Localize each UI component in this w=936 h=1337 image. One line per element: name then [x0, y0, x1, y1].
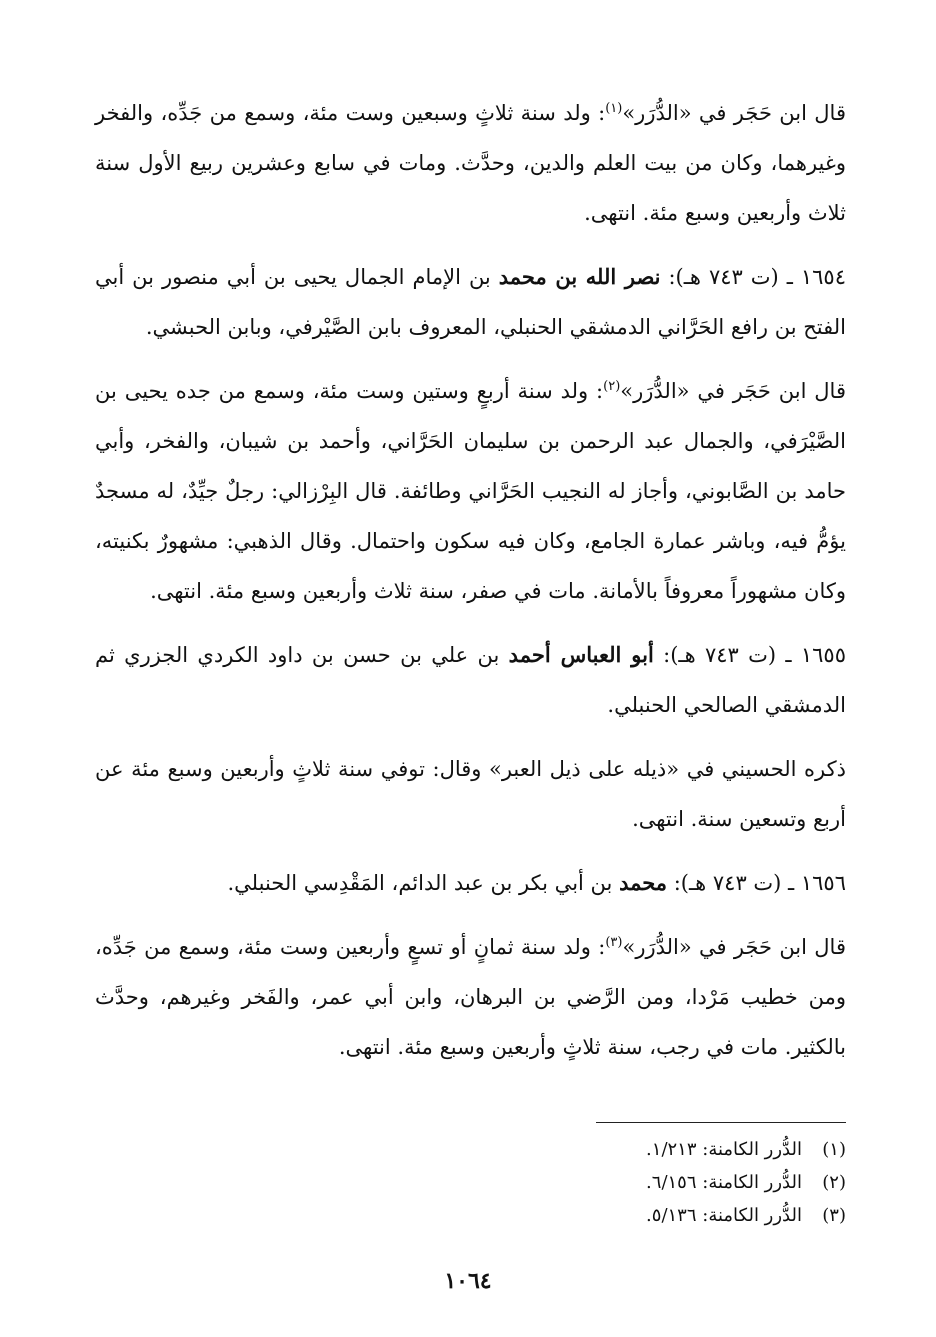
entry-1655: [95, 630, 846, 730]
footnote-index: (١): [822, 1139, 846, 1160]
para-text: ذكره الحسيني في «ذيله على ذيل العبر» وقال: توفي سنة ثلاثٍ وأربعين وسبع مئة عن أربع وتسعين سنة. انتهى.: [95, 757, 846, 831]
footnote-index: (٢): [822, 1172, 846, 1193]
para-text: قال ابن حَجَر في «الدُّرَر»: [620, 379, 846, 403]
paragraph-1: [95, 88, 846, 238]
para-text-rest: : ولد سنة ثمانٍ أو تسعٍ وأربعين وست مئة، وسمع من جَدِّه، ومن خطيب مَرْدا، ومن الرَّضي بن البرهان، وابن أبي عمر، والفَخر وغيرهم، وحدَّث بالكثير. مات في رجب، سنة ثلاثٍ وأربعين وسبع مئة. انتهى.: [95, 935, 846, 1059]
footnote-2: [95, 1166, 846, 1199]
para-text: قال ابن حَجَر في «الدُّرَر»: [622, 101, 846, 125]
footnote-text: الدُّرر الكامنة: ١/٢١٣.: [646, 1139, 802, 1160]
footnote-ref[interactable]: (٢): [603, 379, 621, 394]
footnote-text: الدُّرر الكامنة: ٥/١٣٦.: [646, 1205, 802, 1226]
footnote-index: (٣): [822, 1205, 846, 1226]
body-text: [95, 88, 846, 1072]
footnote-1: [95, 1133, 846, 1166]
paragraph-2: [95, 366, 846, 616]
footnote-divider: [596, 1122, 846, 1123]
paragraph-4: [95, 922, 846, 1072]
page-number: ١٠٦٤: [444, 1268, 492, 1294]
footnote-3: [95, 1199, 846, 1232]
entry-1656: [95, 858, 846, 908]
entry-number: ١٦٥٤ ـ (ت ٧٤٣ هـ):: [668, 265, 846, 289]
entry-1654: [95, 252, 846, 352]
entry-rest: بن علي بن حسن بن داود الكردي الجزري ثم الدمشقي الصالحي الحنبلي.: [95, 643, 846, 717]
entry-rest: بن الإمام الجمال يحيى بن أبي منصور بن أبي الفتح بن رافع الحَرَّاني الدمشقي الحنبلي، المعروف بابن الصَّيْرفي، وبابن الحبشي.: [95, 265, 846, 339]
footnote-ref[interactable]: (٣): [605, 935, 623, 950]
entry-number: ١٦٥٥ ـ (ت ٧٤٣ هـ):: [663, 643, 846, 667]
para-text: قال ابن حَجَر في «الدُّرَر»: [622, 935, 846, 959]
entry-rest: بن أبي بكر بن عبد الدائم، المَقْدِسي الحنبلي.: [227, 871, 620, 895]
entry-name: محمد: [619, 870, 668, 895]
para-text-rest: : ولد سنة ثلاثٍ وسبعين وست مئة، وسمع من جَدِّه، والفخر وغيرهما، وكان من بيت العلم والدين، وحدَّث. ومات في سابع وعشرين ربيع الأول سنة ثلاث وأربعين وسبع مئة. انتهى.: [95, 101, 846, 225]
para-text-rest: : ولد سنة أربعٍ وستين وست مئة، وسمع من جده يحيى بن الصَّيْرَفي، والجمال عبد الرحمن بن سليمان الحَرَّاني، وأحمد بن شيبان، والفخر، وأبي حامد بن الصَّابوني، وأجاز له النجيب الحَرَّاني وطائفة. قال البِرْزالي: رجلٌ جيِّدٌ، له مسجدٌ يؤمُّ فيه، وباشر عمارة الجامع، وكان فيه سكون واحتمال. وقال الذهبي: مشهورٌ بكنيته، وكان مشهوراً معروفاً بالأمانة. مات في صفر، سنة ثلاث وأربعين وسبع مئة. انتهى.: [95, 379, 846, 603]
footnotes: [95, 1122, 846, 1232]
paragraph-3: [95, 744, 846, 844]
entry-name: نصر الله بن محمد: [498, 264, 661, 289]
footnote-text: الدُّرر الكامنة: ٦/١٥٦.: [646, 1172, 802, 1193]
entry-number: ١٦٥٦ ـ (ت ٧٤٣ هـ):: [673, 871, 846, 895]
entry-name: أبو العباس أحمد: [508, 642, 654, 667]
footnote-ref[interactable]: (١): [605, 101, 623, 116]
